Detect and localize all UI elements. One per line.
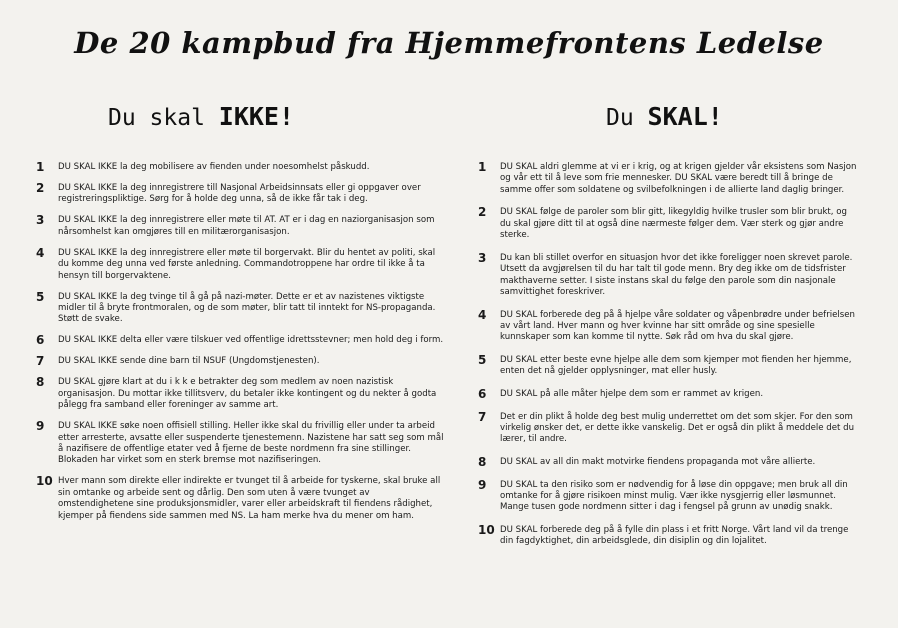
item-number: 2 [36, 181, 45, 195]
left-list-item [36, 377, 444, 411]
right-list [478, 162, 858, 559]
item-number: 6 [478, 387, 487, 402]
item-number: 4 [478, 307, 487, 322]
left-heading-prefix: Du skal [108, 105, 219, 131]
right-column-heading [606, 102, 723, 131]
right-list-item [478, 207, 858, 241]
left-list-item [36, 289, 444, 326]
left-column-heading [108, 102, 294, 131]
item-text: DU SKAL etter beste evne hjelpe alle dem som kjemper mot fienden her hjemme, enten det nå gjelder opplysninger, mat eller husly. [500, 355, 852, 377]
item-number: 3 [36, 213, 45, 228]
item-text: DU SKAL IKKE la deg mobilisere av fienden under noesomhelst påskudd. [58, 162, 370, 172]
left-list [36, 162, 444, 532]
item-number: 6 [36, 333, 45, 348]
left-list-item [36, 476, 444, 522]
left-list-item [36, 245, 444, 282]
item-text: DU SKAL på alle måter hjelpe dem som er rammet av krigen. [500, 389, 764, 400]
left-list-item [36, 356, 444, 367]
right-heading-prefix: Du [606, 105, 648, 131]
item-text: DU SKAL IKKE la deg innregistrere eller møte til borgervakt. Blir du hentet av politi, skal du komme deg unna ved første anledning. Commandotroppene har ordre til ikke å ta hensyn till borgervaktene. [58, 247, 436, 281]
right-heading-emphasis: SKAL! [647, 102, 723, 131]
left-list-item [36, 162, 444, 173]
item-text: DU SKAL IKKE søke noen offisiell stilling. Heller ikke skal du frivillig eller under ta arbeid etter arresterte, avsatte eller suspenderte tjenestemenn. Nazistene har satt seg som mål å nazifisere de offentlige etater ved å fjerne de beste nordmenn fra sine stillinger. Blokaden har virket som en sterk bremse mot nazifiseringen. [58, 421, 444, 466]
right-list-item [478, 409, 858, 446]
right-list-item [478, 162, 858, 196]
item-number: 5 [36, 289, 45, 304]
item-number: 7 [478, 409, 487, 424]
item-text: DU SKAL IKKE delta eller være tilskuer ved offentlige idrettsstevner; men hold deg i form. [58, 335, 444, 346]
item-number: 1 [36, 160, 45, 174]
item-number: 10 [36, 474, 53, 489]
left-list-item [36, 421, 444, 467]
left-list-item [36, 215, 444, 238]
right-list-item [478, 389, 858, 400]
item-number: 8 [36, 375, 45, 390]
item-text: DU SKAL IKKE la deg tvinge til å gå på nazi-møter. Dette er et av nazistenes viktigste midler til å bryte frontmoralen, og de som møter, blir tatt til inntekt for NS-propaganda. Støtt de svake. [58, 291, 436, 325]
item-number: 1 [478, 160, 487, 174]
item-number: 5 [478, 353, 487, 368]
item-text: DU SKAL gjøre klart at du i k k e betrakter deg som medlem av noen nazistisk organisasjon. Du mottar ikke tillitsverv, du betaler ikke kontingent og du nekter å godta pålegg fra samband eller foreninger av samme art. [58, 377, 437, 411]
item-number: 2 [478, 205, 487, 220]
item-text: Du kan bli stillet overfor en situasjon hvor det ikke foreligger noen skrevet parole. Utsett da avgjørelsen til du har talt til gode menn. Bry deg ikke om de tidsfrister makthaverne setter. I siste instans skal du følge den parole som din nasjonale samvittighet foreskriver. [500, 252, 853, 298]
item-text: DU SKAL forberede deg på å fylle din plass i et fritt Norge. Vårt land vil da trenge din fagdyktighet, din arbeidsglede, din disiplin og din lojalitet. [500, 525, 849, 547]
page-title: De 20 kampbud fra Hjemmefrontens Ledelse [74, 26, 824, 60]
left-list-item [36, 183, 444, 206]
item-text: Hver mann som direkte eller indirekte er tvunget til å arbeide for tyskerne, skal bruke all sin omtanke og arbeide sent og dårlig. Den som uten å være tvunget av omstendighetene sine produksjonsmidler, varer eller arbeidskraft til fiendens rådighet, kjemper på fiendens side sammen med NS. La ham merke hva du mener om ham. [58, 476, 441, 521]
right-list-item [478, 477, 858, 514]
item-text: DU SKAL aldri glemme at vi er i krig, og at krigen gjelder vår eksistens som Nasjon og vår ett til å leve som frie mennesker. DU SKAL være beredt till å bringe de samme offer som soldatene og svilbefolkningen i de allierte land daglig bringer. [500, 162, 857, 195]
right-list-item [478, 307, 858, 344]
right-list-item [478, 525, 858, 548]
item-text: Det er din plikt å holde deg best mulig underrettet om det som skjer. For den som virkelig ønsker det, er dette ikke vanskelig. Det er også din plikt å meddele det du lærer, til andre. [500, 411, 855, 445]
item-text: DU SKAL følge de paroler som blir gitt, likegyldig hvilke trusler som blir brukt, og du skal gjøre ditt til at også dine nærmeste følger dem. Vær sterk og gjør andre sterke. [500, 207, 847, 241]
item-number: 7 [36, 354, 45, 369]
item-number: 4 [36, 245, 45, 260]
item-text: DU SKAL forberede deg på å hjelpe våre soldater og våpenbrødre under befrielsen av vårt land. Hver mann og hver kvinne har sitt område og sine spesielle kunnskaper som kan komme til nytte. Søk råd om hva du skal gjøre. [500, 309, 856, 343]
item-number: 9 [36, 419, 45, 434]
right-list-item [478, 250, 858, 299]
right-list-item [478, 355, 858, 378]
item-text: DU SKAL ta den risiko som er nødvendig for å løse din oppgave; men bruk all din omtanke for å gjøre risikoen minst mulig. Vær ikke nysgjerrig eller løsmunnet. Mange tusen gode nordmenn sitter i dag i fengsel på grunn av unødig snakk. [500, 479, 848, 513]
item-number: 9 [478, 477, 487, 492]
left-heading-emphasis: IKKE! [218, 102, 295, 131]
item-text: DU SKAL IKKE la deg innregistrere eller møte til AT. AT er i dag en naziorganisasjon som nårsomhelst kan omgjøres till en militærorganisasjon. [58, 215, 435, 237]
right-list-item [478, 457, 858, 468]
item-text: DU SKAL av all din makt motvirke fiendens propaganda mot våre allierte. [500, 457, 816, 468]
item-number: 3 [478, 250, 487, 265]
item-text: DU SKAL IKKE sende dine barn til NSUF (Ungdomstjenesten). [58, 356, 320, 367]
item-number: 8 [478, 455, 487, 470]
left-list-item [36, 335, 444, 346]
item-number: 10 [478, 523, 495, 538]
item-text: DU SKAL IKKE la deg innregistrere till Nasjonal Arbeidsinnsats eller gi oppgaver over registreringspliktige. Sørg for å holde deg unna, så de ikke får tak i deg. [58, 183, 421, 205]
